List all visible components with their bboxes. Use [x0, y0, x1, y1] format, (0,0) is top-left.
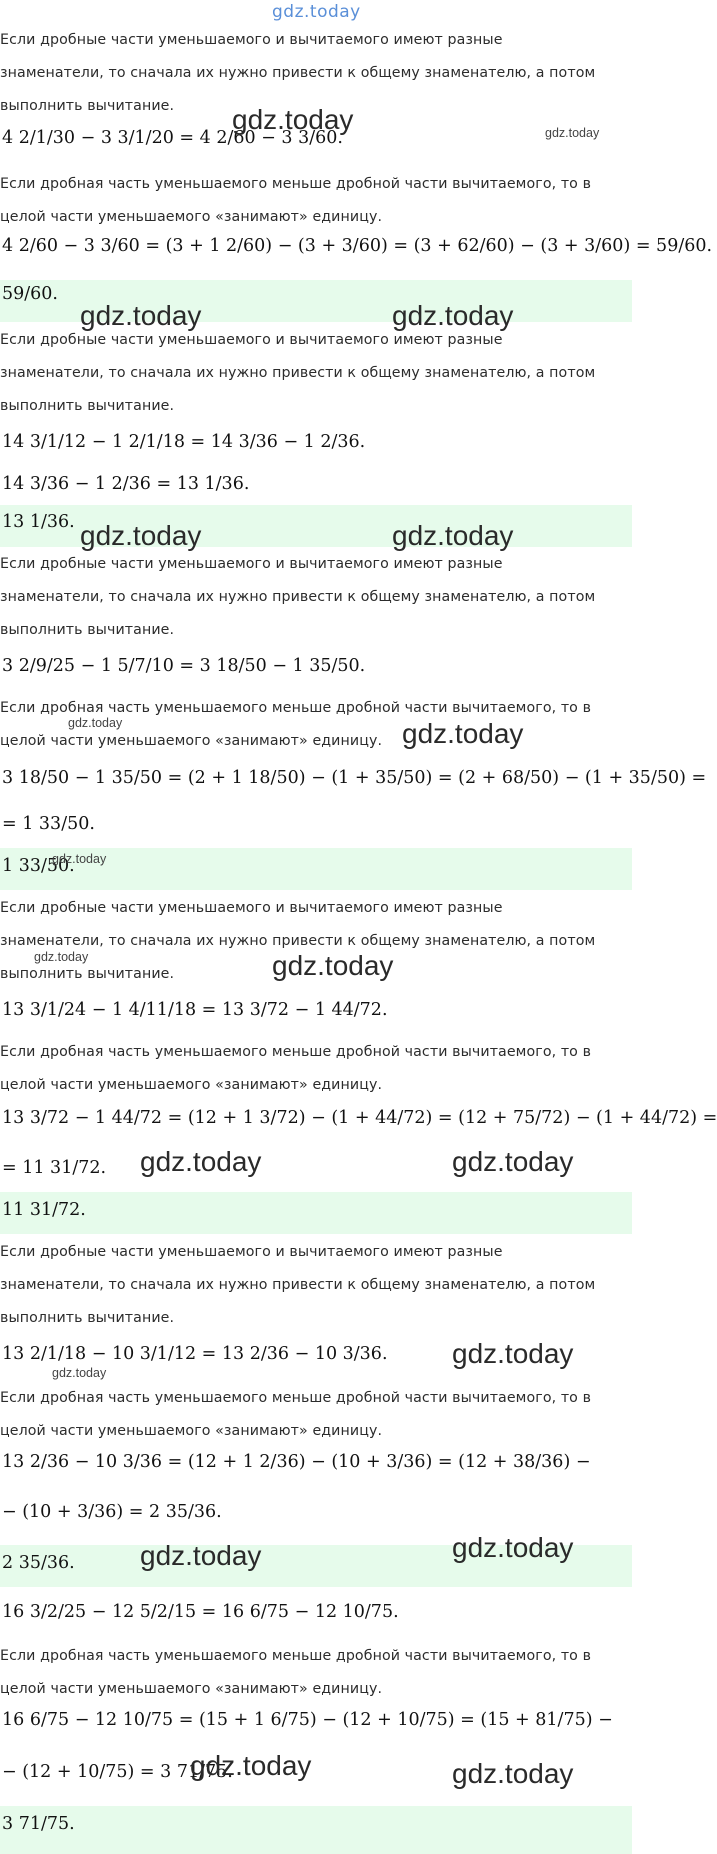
paragraph-line: выполнить вычитание. — [0, 1310, 175, 1326]
paragraph-line: знаменатели, то сначала их нужно привести к общему знаменателю, а потом — [0, 65, 596, 81]
paragraph-line: знаменатели, то сначала их нужно привести к общему знаменателю, а потом — [0, 1277, 596, 1293]
paragraph-line: целой части уменьшаемого «занимают» единицу. — [0, 733, 383, 749]
watermark: gdz.today — [452, 1338, 574, 1369]
watermark: gdz.today — [80, 300, 202, 331]
answer-highlight — [0, 1806, 632, 1854]
math-line: = 1 33/50. — [2, 814, 95, 834]
math-line: 16 6/75 − 12 10/75 = (15 + 1 6/75) − (12 + 10/75) = (15 + 81/75) − — [2, 1710, 613, 1730]
paragraph-line: Если дробные части уменьшаемого и вычитаемого имеют разные — [0, 332, 503, 348]
paragraph-line: целой части уменьшаемого «занимают» единицу. — [0, 1681, 383, 1697]
watermark: gdz.today — [272, 950, 394, 981]
paragraph-line: целой части уменьшаемого «занимают» единицу. — [0, 1423, 383, 1439]
watermark: gdz.today — [52, 1366, 107, 1380]
watermark: gdz.today — [392, 300, 514, 331]
answer-text: 1 33/50. — [2, 856, 75, 876]
math-line: 3 18/50 − 1 35/50 = (2 + 1 18/50) − (1 + 35/50) = (2 + 68/50) − (1 + 35/50) = — [2, 768, 707, 788]
watermark: gdz.today — [140, 1146, 262, 1177]
paragraph-line: знаменатели, то сначала их нужно привести к общему знаменателю, а потом — [0, 365, 596, 381]
watermark: gdz.today — [190, 1750, 312, 1781]
watermark: gdz.today — [140, 1540, 262, 1571]
paragraph-line: выполнить вычитание. — [0, 398, 175, 414]
paragraph-line: Если дробная часть уменьшаемого меньше дробной части вычитаемого, то в — [0, 700, 592, 716]
answer-highlight — [0, 1192, 632, 1234]
answer-text: 13 1/36. — [2, 512, 75, 532]
math-line: − (12 + 10/75) = 3 71/75. — [2, 1762, 233, 1782]
answer-text: 3 71/75. — [2, 1814, 75, 1834]
paragraph-line: выполнить вычитание. — [0, 622, 175, 638]
answer-text: 59/60. — [2, 284, 58, 304]
paragraph-line: Если дробные части уменьшаемого и вычитаемого имеют разные — [0, 900, 503, 916]
math-line: 13 2/1/18 − 10 3/1/12 = 13 2/36 − 10 3/36. — [2, 1344, 388, 1364]
watermark: gdz.today — [452, 1758, 574, 1789]
site-logo[interactable]: gdz.today — [272, 2, 361, 22]
watermark: gdz.today — [68, 716, 123, 730]
paragraph-line: Если дробные части уменьшаемого и вычитаемого имеют разные — [0, 556, 503, 572]
watermark: gdz.today — [34, 950, 89, 964]
answer-text: 11 31/72. — [2, 1200, 86, 1220]
paragraph-line: Если дробная часть уменьшаемого меньше дробной части вычитаемого, то в — [0, 1390, 592, 1406]
math-line: − (10 + 3/36) = 2 35/36. — [2, 1502, 222, 1522]
math-line: 4 2/1/30 − 3 3/1/20 = 4 2/60 − 3 3/60. — [2, 128, 343, 148]
paragraph-line: знаменатели, то сначала их нужно привести к общему знаменателю, а потом — [0, 589, 596, 605]
watermark: gdz.today — [452, 1532, 574, 1563]
watermark: gdz.today — [452, 1146, 574, 1177]
math-line: 13 2/36 − 10 3/36 = (12 + 1 2/36) − (10 + 3/36) = (12 + 38/36) − — [2, 1452, 591, 1472]
answer-text: 2 35/36. — [2, 1553, 75, 1573]
math-line: 13 3/72 − 1 44/72 = (12 + 1 3/72) − (1 + 44/72) = (12 + 75/72) − (1 + 44/72) = — [2, 1108, 717, 1128]
paragraph-line: целой части уменьшаемого «занимают» единицу. — [0, 209, 383, 225]
watermark: gdz.today — [392, 520, 514, 551]
watermark: gdz.today — [232, 104, 354, 135]
paragraph-line: Если дробные части уменьшаемого и вычитаемого имеют разные — [0, 1244, 503, 1260]
math-line: = 11 31/72. — [2, 1158, 107, 1178]
math-line: 14 3/1/12 − 1 2/1/18 = 14 3/36 − 1 2/36. — [2, 432, 366, 452]
math-line: 3 2/9/25 − 1 5/7/10 = 3 18/50 − 1 35/50. — [2, 656, 366, 676]
paragraph-line: Если дробная часть уменьшаемого меньше дробной части вычитаемого, то в — [0, 176, 592, 192]
paragraph-line: Если дробная часть уменьшаемого меньше дробной части вычитаемого, то в — [0, 1648, 592, 1664]
paragraph-line: выполнить вычитание. — [0, 98, 175, 114]
math-line: 16 3/2/25 − 12 5/2/15 = 16 6/75 − 12 10/75. — [2, 1602, 399, 1622]
paragraph-line: Если дробная часть уменьшаемого меньше дробной части вычитаемого, то в — [0, 1044, 592, 1060]
paragraph-line: целой части уменьшаемого «занимают» единицу. — [0, 1077, 383, 1093]
watermark: gdz.today — [80, 520, 202, 551]
watermark: gdz.today — [52, 852, 107, 866]
math-line: 4 2/60 − 3 3/60 = (3 + 1 2/60) − (3 + 3/60) = (3 + 62/60) − (3 + 3/60) = 59/60. — [2, 236, 713, 256]
watermark: gdz.today — [545, 126, 600, 140]
math-line: 14 3/36 − 1 2/36 = 13 1/36. — [2, 474, 250, 494]
math-line: 13 3/1/24 − 1 4/11/18 = 13 3/72 − 1 44/72. — [2, 1000, 388, 1020]
paragraph-line: Если дробные части уменьшаемого и вычитаемого имеют разные — [0, 32, 503, 48]
paragraph-line: знаменатели, то сначала их нужно привести к общему знаменателю, а потом — [0, 933, 596, 949]
paragraph-line: выполнить вычитание. — [0, 966, 175, 982]
watermark: gdz.today — [402, 718, 524, 749]
